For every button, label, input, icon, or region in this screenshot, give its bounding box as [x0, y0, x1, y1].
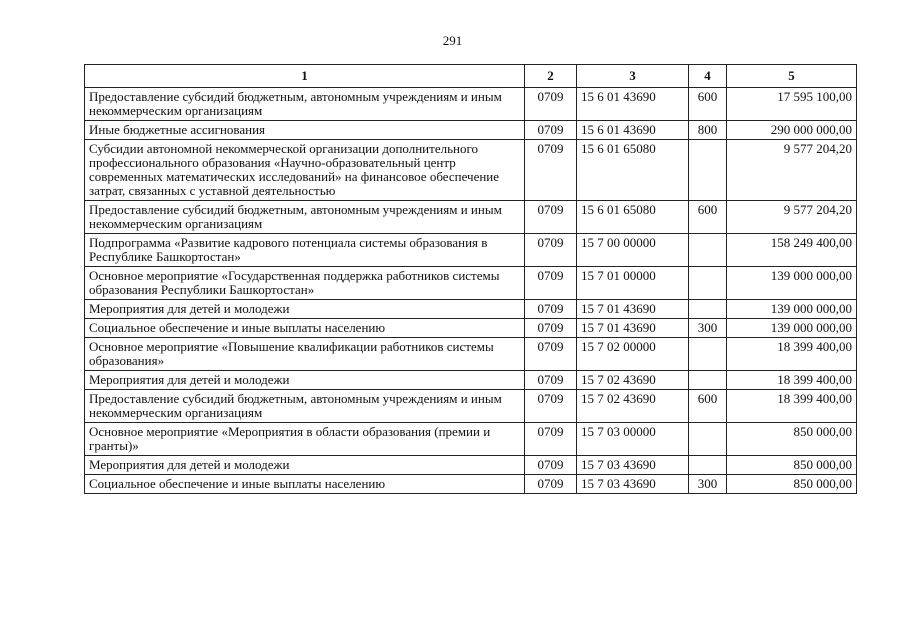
cell-amount: 850 000,00: [727, 475, 857, 494]
cell-amount: 9 577 204,20: [727, 201, 857, 234]
cell-amount: 18 399 400,00: [727, 371, 857, 390]
cell-target: 15 7 03 43690: [577, 456, 689, 475]
cell-type: [689, 140, 727, 201]
cell-name: Основное мероприятие «Мероприятия в области образования (премии и гранты)»: [85, 423, 525, 456]
cell-name: Подпрограмма «Развитие кадрового потенциала системы образования в Республике Башкортостан»: [85, 234, 525, 267]
cell-name: Основное мероприятие «Повышение квалификации работников системы образования»: [85, 338, 525, 371]
cell-type: 600: [689, 88, 727, 121]
table-row: [85, 267, 857, 300]
cell-target: 15 7 01 43690: [577, 319, 689, 338]
cell-section: 0709: [525, 267, 577, 300]
cell-name: Субсидии автономной некоммерческой организации дополнительного профессионального образования «Научно-образовательный центр современных математических исследований» на финансовое обеспечение затрат, связанных с уставной деятельностью: [85, 140, 525, 201]
cell-name: Основное мероприятие «Государственная поддержка работников системы образования Республики Башкортостан»: [85, 267, 525, 300]
table-row: [85, 423, 857, 456]
cell-type: 300: [689, 319, 727, 338]
cell-target: 15 6 01 65080: [577, 140, 689, 201]
cell-target: 15 7 02 43690: [577, 371, 689, 390]
cell-section: 0709: [525, 390, 577, 423]
header-cell-section: 2: [525, 65, 577, 88]
table-header-row: [85, 65, 857, 88]
cell-type: [689, 338, 727, 371]
cell-type: 600: [689, 201, 727, 234]
cell-target: 15 7 01 00000: [577, 267, 689, 300]
cell-amount: 9 577 204,20: [727, 140, 857, 201]
header-cell-target: 3: [577, 65, 689, 88]
table-row: [85, 234, 857, 267]
cell-amount: 139 000 000,00: [727, 267, 857, 300]
cell-target: 15 7 03 43690: [577, 475, 689, 494]
table-row: [85, 456, 857, 475]
cell-section: 0709: [525, 475, 577, 494]
cell-name: Мероприятия для детей и молодежи: [85, 371, 525, 390]
cell-amount: 139 000 000,00: [727, 319, 857, 338]
table-row: [85, 201, 857, 234]
cell-type: [689, 456, 727, 475]
budget-table: [84, 64, 857, 494]
table-row: [85, 338, 857, 371]
cell-name: Социальное обеспечение и иные выплаты населению: [85, 319, 525, 338]
header-cell-name: 1: [85, 65, 525, 88]
cell-type: [689, 267, 727, 300]
cell-target: 15 7 02 00000: [577, 338, 689, 371]
cell-target: 15 6 01 65080: [577, 201, 689, 234]
cell-target: 15 7 03 00000: [577, 423, 689, 456]
cell-section: 0709: [525, 234, 577, 267]
table-row: [85, 371, 857, 390]
cell-type: 800: [689, 121, 727, 140]
cell-name: Предоставление субсидий бюджетным, автономным учреждениям и иным некоммерческим организациям: [85, 390, 525, 423]
cell-section: 0709: [525, 319, 577, 338]
cell-amount: 850 000,00: [727, 423, 857, 456]
cell-amount: 139 000 000,00: [727, 300, 857, 319]
cell-section: 0709: [525, 456, 577, 475]
header-cell-type: 4: [689, 65, 727, 88]
cell-target: 15 6 01 43690: [577, 121, 689, 140]
table-row: [85, 475, 857, 494]
cell-target: 15 7 00 00000: [577, 234, 689, 267]
header-cell-amount: 5: [727, 65, 857, 88]
table-row: [85, 121, 857, 140]
cell-target: 15 7 02 43690: [577, 390, 689, 423]
cell-name: Социальное обеспечение и иные выплаты населению: [85, 475, 525, 494]
cell-amount: 17 595 100,00: [727, 88, 857, 121]
cell-type: [689, 423, 727, 456]
cell-name: Мероприятия для детей и молодежи: [85, 456, 525, 475]
cell-type: 600: [689, 390, 727, 423]
cell-section: 0709: [525, 121, 577, 140]
cell-target: 15 6 01 43690: [577, 88, 689, 121]
cell-name: Предоставление субсидий бюджетным, автономным учреждениям и иным некоммерческим организациям: [85, 88, 525, 121]
cell-type: [689, 371, 727, 390]
cell-type: [689, 300, 727, 319]
cell-section: 0709: [525, 423, 577, 456]
cell-section: 0709: [525, 300, 577, 319]
cell-name: Предоставление субсидий бюджетным, автономным учреждениям и иным некоммерческим организациям: [85, 201, 525, 234]
page-number: 291: [442, 33, 463, 48]
cell-name: Мероприятия для детей и молодежи: [85, 300, 525, 319]
table-row: [85, 88, 857, 121]
cell-section: 0709: [525, 140, 577, 201]
budget-table-body: [85, 65, 857, 494]
cell-amount: 18 399 400,00: [727, 390, 857, 423]
cell-section: 0709: [525, 88, 577, 121]
cell-section: 0709: [525, 201, 577, 234]
cell-name: Иные бюджетные ассигнования: [85, 121, 525, 140]
table-row: [85, 140, 857, 201]
cell-section: 0709: [525, 338, 577, 371]
cell-section: 0709: [525, 371, 577, 390]
cell-amount: 18 399 400,00: [727, 338, 857, 371]
table-row: [85, 390, 857, 423]
table-row: [85, 300, 857, 319]
cell-amount: 158 249 400,00: [727, 234, 857, 267]
cell-amount: 290 000 000,00: [727, 121, 857, 140]
cell-type: 300: [689, 475, 727, 494]
cell-type: [689, 234, 727, 267]
cell-amount: 850 000,00: [727, 456, 857, 475]
cell-target: 15 7 01 43690: [577, 300, 689, 319]
table-row: [85, 319, 857, 338]
